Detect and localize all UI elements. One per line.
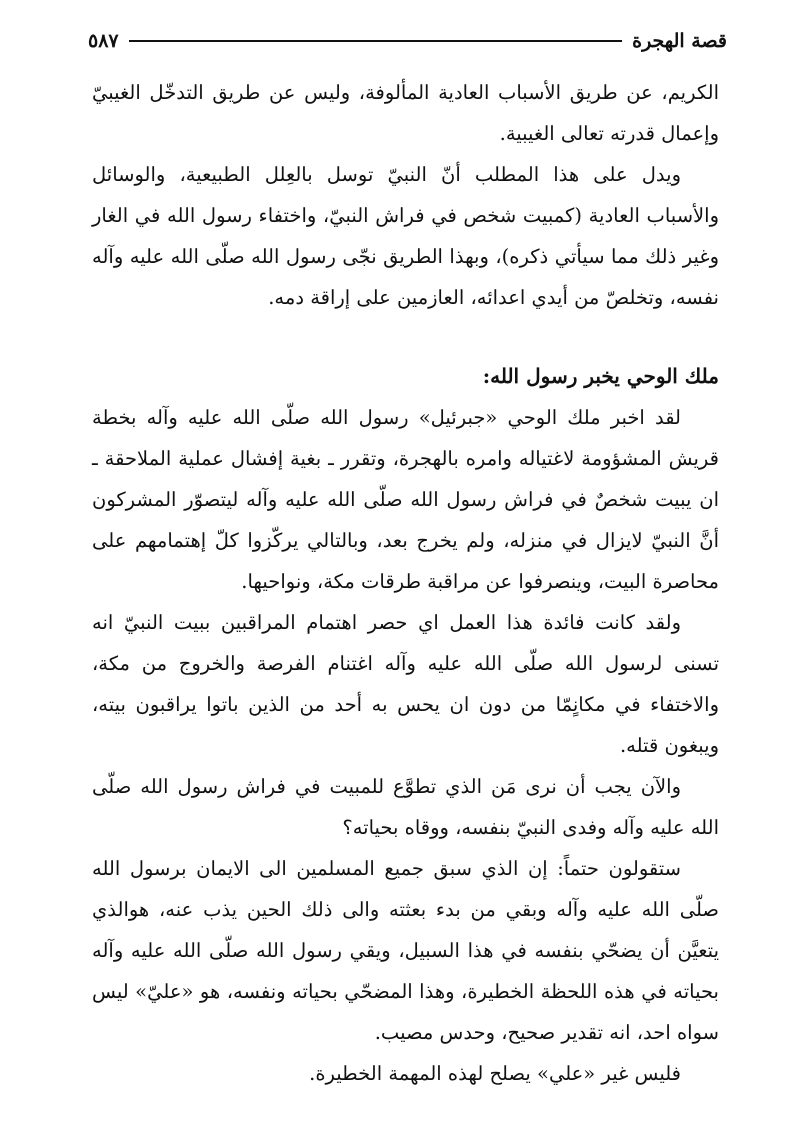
paragraph: ويدل على هذا المطلب أنّ النبيّ توسل بالعِلل الطبيعية، والوسائل والأسباب العادية (كمبيت شخص في فراش النبيّ، واختفاء رسول الله في الغار وغير ذلك مما سيأتي ذكره)، وبهذا الطريق نجّى رسول الله صلّى الله عليه وآله نفسه، وتخلصّ من أيدي اعدائه، العازمين على إراقة دمه. bbox=[92, 163, 719, 309]
paragraph: لقد اخبر ملك الوحي «جبرئيل» رسول الله صلّى الله عليه وآله بخطة قريش المشؤومة لاغتياله وامره بالهجرة، وتقرر ـ بغية إفشال عملية الملاحقة ـ ان يبيت شخصٌ في فراش رسول الله صلّى الله عليه وآله ليتصوّر المشركون أنَّ النبيّ لايزال في منزله، ولم يخرج بعد، وبالتالي يركّزوا كلّ إهتمامهم على محاصرة البيت، وينصرفوا عن مراقبة طرقات مكة، ونواحيها. bbox=[92, 406, 719, 593]
running-title: قصة الهجرة bbox=[632, 30, 727, 52]
paragraph: ولقد كانت فائدة هذا العمل اي حصر اهتمام المراقبين ببيت النبيّ انه تسنى لرسول الله صلّى الله عليه وآله اغتنام الفرصة والخروج من مكة، والاختفاء في مكانٍمّا من دون ان يحس به أحد من الذين باتوا يراقبون بيته، ويبغون قتله. bbox=[92, 611, 719, 757]
paragraph: ستقولون حتماً: إن الذي سبق جميع المسلمين الى الايمان برسول الله صلّى الله عليه وآله وبقي من بدء بعثته والى ذلك الحين يذب عنه، هوالذي يتعيَّن أن يضحّي بنفسه في هذا السبيل، ويقي رسول الله صلّى الله عليه وآله بحياته في هذه اللحظة الخطيرة، وهذا المضحّي بحياته ونفسه، هو «عليّ» ليس سواه احد، انه تقدير صحيح، وحدس مصيب. bbox=[92, 857, 719, 1044]
section-heading: ملك الوحي يخبر رسول الله: bbox=[482, 364, 719, 388]
running-header bbox=[88, 26, 727, 56]
header-rule bbox=[129, 40, 622, 42]
paragraph: فليس غير «علي» يصلح لهذه المهمة الخطيرة. bbox=[309, 1062, 681, 1085]
paragraph: الكريم، عن طريق الأسباب العادية المألوفة، وليس عن طريق التدخّل الغيبيّ وإعمال قدرته تعالى الغيبية. bbox=[92, 81, 719, 145]
body-text bbox=[92, 72, 719, 1094]
paragraph: والآن يجب أن نرى مَن الذي تطوَّع للمبيت في فراش رسول الله صلّى الله عليه وآله وفدى النبيّ بنفسه، ووقاه بحياته؟ bbox=[92, 775, 719, 839]
page-number: ٥٨٧ bbox=[88, 30, 119, 52]
